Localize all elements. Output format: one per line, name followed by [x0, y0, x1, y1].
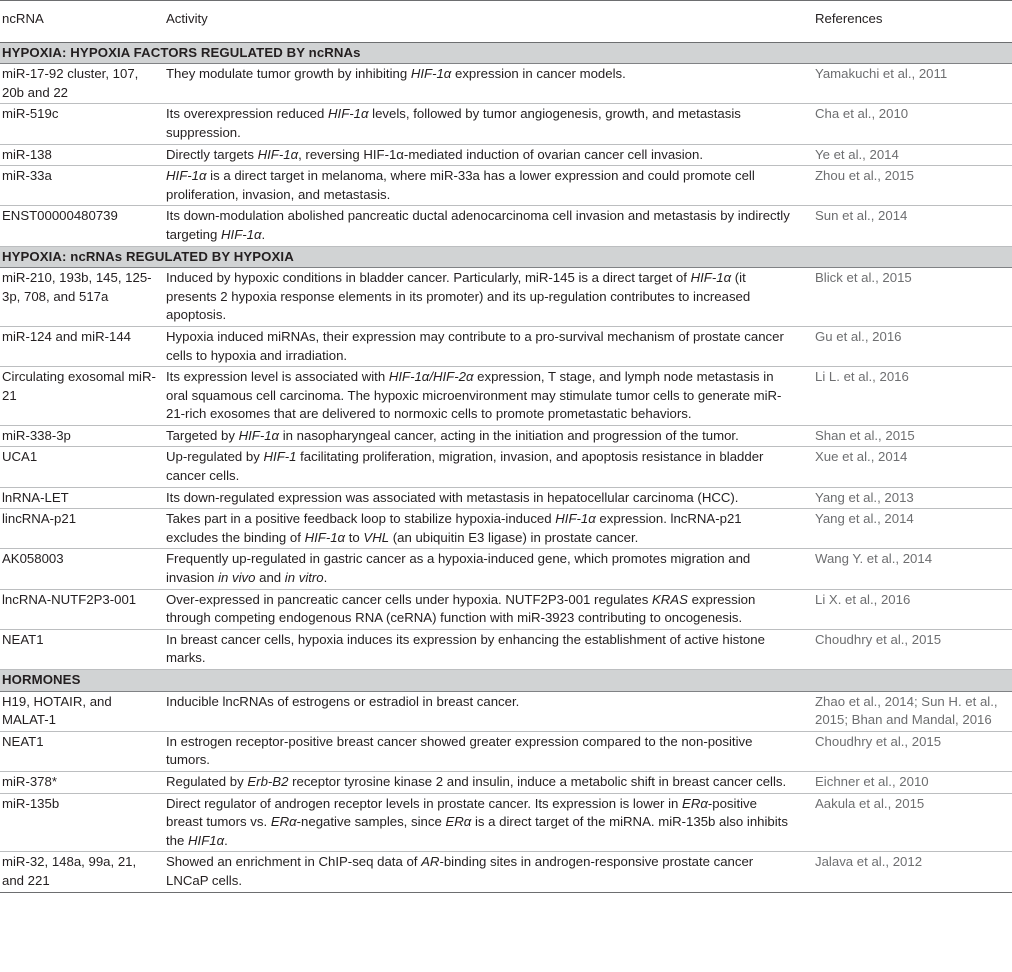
gene-name: HIF-1α	[555, 511, 596, 527]
table-row	[0, 487, 1012, 509]
activity-text: , reversing HIF-1α-mediated induction of ovarian cancer cell invasion.	[298, 146, 704, 162]
table-row	[0, 166, 1012, 206]
header-row	[0, 1, 1012, 43]
activity-text: .	[224, 832, 228, 848]
activity-text: -negative samples, since	[296, 814, 446, 830]
gene-name: VHL	[363, 529, 390, 545]
activity-cell	[164, 793, 813, 852]
table-row	[0, 104, 1012, 144]
section-header-row	[0, 246, 1012, 268]
table-row	[0, 793, 1012, 852]
activity-cell	[164, 326, 813, 366]
gene-name: HIF-1α	[690, 270, 732, 286]
ncrna-cell: miR-210, 193b, 145, 125-3p, 708, and 517a	[0, 268, 164, 327]
activity-text: Its down-regulated expression was associated with metastasis in hepatocellular carcinoma (HCC).	[166, 489, 739, 505]
activity-text: Its down-modulation abolished pancreatic ductal adenocarcinoma cell invasion and metastasis by indirectly targeting	[166, 208, 790, 242]
reference-cell: Xue et al., 2014	[813, 447, 1012, 487]
activity-cell	[164, 852, 813, 892]
activity-text: expression through competing endogenous RNA (ceRNA) function with miR-3923 contributing to oncogenesis.	[166, 591, 756, 626]
reference-cell: Zhao et al., 2014; Sun H. et al., 2015; Bhan and Mandal, 2016	[813, 691, 1012, 731]
ncrna-cell: UCA1	[0, 447, 164, 487]
gene-name: AR	[421, 854, 440, 870]
gene-name: Erb-B2	[247, 773, 289, 789]
activity-text: .	[261, 226, 266, 242]
gene-name: HIF-1α	[238, 427, 280, 443]
activity-text: -binding sites in androgen-responsive prostate cancer LNCaP cells.	[166, 854, 754, 888]
activity-cell	[164, 589, 813, 629]
activity-cell	[164, 144, 813, 166]
gene-name: in vivo	[218, 570, 256, 586]
ncrna-cell: miR-17-92 cluster, 107, 20b and 22	[0, 64, 164, 104]
table-row	[0, 771, 1012, 793]
reference-cell: Eichner et al., 2010	[813, 771, 1012, 793]
reference-cell: Sun et al., 2014	[813, 206, 1012, 246]
activity-text: Directly targets	[166, 146, 258, 162]
activity-cell	[164, 509, 813, 549]
activity-text: Induced by hypoxic conditions in bladder cancer. Particularly, miR-145 is a direct target of	[166, 270, 691, 286]
reference-cell: Jalava et al., 2012	[813, 852, 1012, 892]
reference-cell: Cha et al., 2010	[813, 104, 1012, 144]
activity-text: Takes part in a positive feedback loop to stabilize hypoxia-induced	[166, 511, 556, 527]
activity-cell	[164, 629, 813, 669]
activity-text: .	[323, 570, 328, 586]
gene-name: HIF-1α	[304, 529, 346, 545]
ncrna-cell: miR-338-3p	[0, 425, 164, 447]
table-row	[0, 549, 1012, 589]
ncrna-cell: NEAT1	[0, 629, 164, 669]
activity-cell	[164, 487, 813, 509]
reference-cell: Shan et al., 2015	[813, 425, 1012, 447]
activity-text: (an ubiquitin E3 ligase) in prostate cancer.	[389, 529, 639, 545]
activity-text: Frequently up-regulated in gastric cancer as a hypoxia-induced gene, which promotes migration and invasion	[166, 551, 751, 586]
activity-cell	[164, 166, 813, 206]
activity-text: levels, followed by tumor angiogenesis, growth, and metastasis suppression.	[166, 106, 741, 140]
table-row	[0, 509, 1012, 549]
activity-text: expression. lncRNA-p21 excludes the binding of	[166, 511, 742, 545]
gene-name: in vitro	[284, 570, 324, 586]
activity-text: expression, T stage, and lymph node metastasis in oral squamous cell carcinoma. The hypoxic microenvironment may stimulate tumor cells to generate miR-21-rich exosomes that are delivered to normoxic cells to promote prometastatic behaviors.	[166, 369, 782, 422]
activity-cell	[164, 731, 813, 771]
section-title: HORMONES	[0, 670, 1012, 692]
activity-cell	[164, 104, 813, 144]
table-row	[0, 447, 1012, 487]
activity-text: Regulated by	[166, 773, 248, 789]
ncrna-cell: miR-519c	[0, 104, 164, 144]
table-row	[0, 589, 1012, 629]
activity-cell	[164, 367, 813, 426]
section-title: HYPOXIA: ncRNAs REGULATED BY HYPOXIA	[0, 246, 1012, 268]
activity-text: is a direct target in melanoma, where miR-33a has a lower expression and could promote cell proliferation, invasion, and metastasis.	[166, 168, 755, 202]
ncrna-cell: miR-138	[0, 144, 164, 166]
reference-cell: Blick et al., 2015	[813, 268, 1012, 327]
activity-text: is a direct target of the miRNA. miR-135b also inhibits the	[166, 814, 788, 848]
gene-name: ERα	[270, 814, 297, 830]
gene-name: KRAS	[651, 591, 688, 607]
table-row	[0, 206, 1012, 246]
reference-cell: Yamakuchi et al., 2011	[813, 64, 1012, 104]
gene-name: HIF-1α	[410, 66, 452, 82]
activity-text: Over-expressed in pancreatic cancer cells under hypoxia. NUTF2P3-001 regulates	[166, 591, 652, 607]
ncrna-cell: AK058003	[0, 549, 164, 589]
table-row	[0, 691, 1012, 731]
section-header-row	[0, 42, 1012, 64]
gene-name: HIF-1α	[221, 226, 262, 242]
header-ncrna: ncRNA	[0, 1, 164, 43]
ncrna-cell: H19, HOTAIR, and MALAT-1	[0, 691, 164, 731]
activity-cell	[164, 268, 813, 327]
table-row	[0, 629, 1012, 669]
activity-text: in nasopharyngeal cancer, acting in the initiation and progression of the tumor.	[279, 427, 739, 443]
activity-text: Hypoxia induced miRNAs, their expression may contribute to a pro-survival mechanism of prostate cancer cells to hypoxia and irradiation.	[166, 328, 784, 363]
reference-cell: Li L. et al., 2016	[813, 367, 1012, 426]
gene-name: HIF-1	[263, 449, 297, 465]
activity-text: (it presents 2 hypoxia response elements in its promoter) and its up-regulation contributes to increased apoptosis.	[166, 270, 751, 323]
reference-cell: Li X. et al., 2016	[813, 589, 1012, 629]
ncrna-cell: lincRNA-p21	[0, 509, 164, 549]
header-references: References	[813, 1, 1012, 43]
gene-name: HIF-1α	[257, 146, 299, 162]
activity-cell	[164, 549, 813, 589]
reference-cell: Ye et al., 2014	[813, 144, 1012, 166]
activity-text: Its overexpression reduced	[166, 106, 328, 122]
activity-text: and	[255, 570, 285, 586]
activity-text: receptor tyrosine kinase 2 and insulin, induce a metabolic shift in breast cancer cells.	[288, 773, 787, 789]
table-row	[0, 852, 1012, 892]
activity-text: Inducible lncRNAs of estrogens or estradiol in breast cancer.	[166, 693, 520, 709]
gene-name: ERα	[682, 795, 708, 811]
activity-cell	[164, 425, 813, 447]
activity-text: In estrogen receptor-positive breast cancer showed greater expression compared to the non-positive tumors.	[166, 733, 753, 768]
gene-name: HIF-1α	[328, 106, 369, 122]
ncrna-cell: NEAT1	[0, 731, 164, 771]
activity-text: They modulate tumor growth by inhibiting	[166, 66, 411, 82]
section-header-row	[0, 670, 1012, 692]
ncrna-cell: miR-124 and miR-144	[0, 326, 164, 366]
activity-text: -positive breast tumors vs.	[166, 795, 757, 830]
header-activity: Activity	[164, 1, 813, 43]
reference-cell: Zhou et al., 2015	[813, 166, 1012, 206]
reference-cell: Choudhry et al., 2015	[813, 731, 1012, 771]
activity-cell	[164, 447, 813, 487]
reference-cell: Wang Y. et al., 2014	[813, 549, 1012, 589]
ncrna-cell: miR-135b	[0, 793, 164, 852]
activity-text: Up-regulated by	[166, 449, 264, 465]
table-row	[0, 64, 1012, 104]
activity-cell	[164, 64, 813, 104]
table-row	[0, 326, 1012, 366]
activity-cell	[164, 206, 813, 246]
table-row	[0, 731, 1012, 771]
reference-cell: Yang et al., 2014	[813, 509, 1012, 549]
table-row	[0, 144, 1012, 166]
reference-cell: Yang et al., 2013	[813, 487, 1012, 509]
activity-cell	[164, 771, 813, 793]
activity-text: facilitating proliferation, migration, invasion, and apoptosis resistance in bladder cancer cells.	[166, 449, 764, 484]
activity-text: to	[345, 529, 364, 545]
activity-text: Its expression level is associated with	[166, 369, 389, 385]
table-row	[0, 268, 1012, 327]
ncrna-cell: ENST00000480739	[0, 206, 164, 246]
ncrna-cell: miR-378*	[0, 771, 164, 793]
gene-name: HIF1α	[188, 832, 225, 848]
ncrna-cell: miR-33a	[0, 166, 164, 206]
ncrna-cell: lncRNA-NUTF2P3-001	[0, 589, 164, 629]
ncrna-cell: lnRNA-LET	[0, 487, 164, 509]
reference-cell: Choudhry et al., 2015	[813, 629, 1012, 669]
activity-text: expression in cancer models.	[451, 66, 626, 82]
section-title: HYPOXIA: HYPOXIA FACTORS REGULATED BY ncRNAs	[0, 42, 1012, 64]
gene-name: ERα	[445, 814, 472, 830]
ncrna-cell: Circulating exosomal miR-21	[0, 367, 164, 426]
activity-text: Direct regulator of androgen receptor levels in prostate cancer. Its expression is lower in	[166, 795, 683, 811]
activity-text: Targeted by	[166, 427, 239, 443]
gene-name: HIF-1α/HIF-2α	[388, 369, 474, 385]
reference-cell: Gu et al., 2016	[813, 326, 1012, 366]
reference-cell: Aakula et al., 2015	[813, 793, 1012, 852]
gene-name: HIF-1α	[166, 168, 207, 184]
activity-text: In breast cancer cells, hypoxia induces its expression by enhancing the establishment of active histone marks.	[166, 631, 765, 666]
activity-text: Showed an enrichment in ChIP-seq data of	[166, 854, 422, 870]
activity-cell	[164, 691, 813, 731]
ncrna-cell: miR-32, 148a, 99a, 21, and 221	[0, 852, 164, 892]
table-row	[0, 367, 1012, 426]
table-row	[0, 425, 1012, 447]
table-body	[0, 42, 1012, 892]
